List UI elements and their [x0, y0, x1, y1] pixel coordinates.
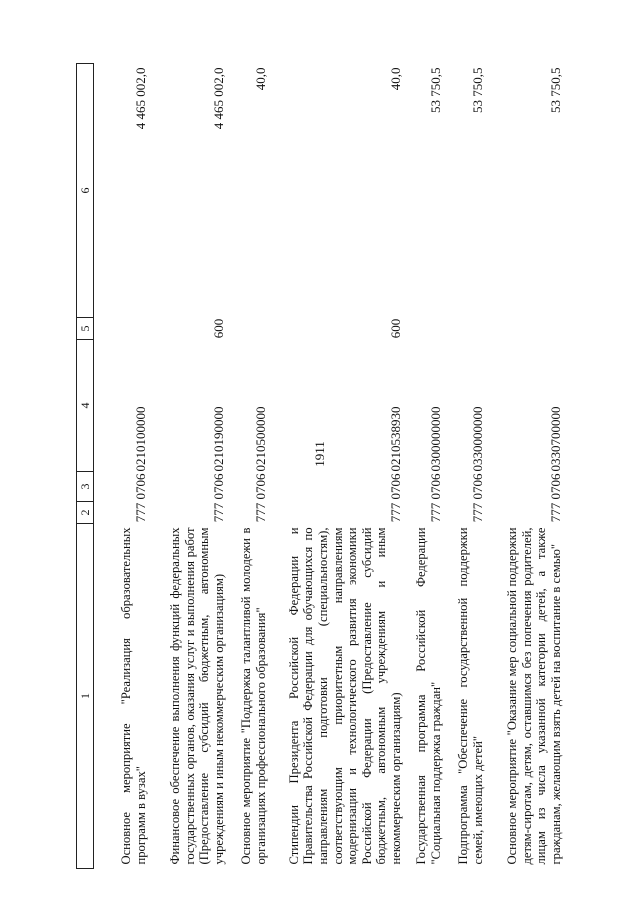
row-col2: 777	[547, 502, 563, 523]
header-col-1: 1	[77, 524, 94, 869]
row-col4: 0210190000	[210, 406, 226, 472]
header-col-3: 3	[77, 472, 94, 502]
row-col4: 0330700000	[547, 406, 563, 472]
row-col5	[407, 318, 447, 340]
row-col3: 0706	[469, 473, 485, 500]
header-col-6: 6	[77, 64, 94, 318]
header-col-2: 2	[77, 502, 94, 524]
row-name: Подпрограмма "Обеспечение государственной поддержки семей, имеющих детей"	[456, 527, 485, 865]
row-name: Основное мероприятие "Реализация образовательных программ в вузах"	[119, 527, 148, 865]
row-col2: 777	[469, 502, 485, 523]
row-name: Основное мероприятие "Оказание мер социальной поддержки детям-сиротам, детям, оставшимся без попечения родителей, лицам из числа указанной категории детей, а также гражданам, желающим взять детей на воспитание в семью"	[505, 527, 563, 865]
row-col3: 0706	[210, 473, 226, 500]
row-col5: 600	[387, 318, 403, 339]
row-col2: 777	[132, 502, 148, 523]
row-col3: 0706	[387, 473, 403, 500]
row-name: Финансовое обеспечение выполнения функций федеральных государственных органов, оказания услуг и выполнения работ (Предоставление субсидий бюджетным, автономным учреждениям и иным некоммерческим организациям)	[168, 527, 226, 865]
budget-table-container	[76, 64, 563, 869]
row-col2: 777	[210, 502, 226, 523]
row-col6: 53 750,5	[427, 67, 443, 113]
row-col3: 0706	[547, 473, 563, 500]
row-col3: 0706	[252, 473, 268, 500]
row-name: Государственная программа Российской Федерации "Социальная поддержка граждан"	[414, 527, 443, 865]
row-name: Основное мероприятие "Поддержка талантливой молодежи в организациях профессионального образования"	[239, 527, 268, 865]
header-col-5: 5	[77, 318, 94, 340]
row-col6: 4 465 002,0	[210, 67, 226, 130]
row-col6: 4 465 002,0	[132, 67, 148, 130]
row-col4: 0210500000	[252, 406, 268, 472]
table-row	[230, 64, 272, 869]
row-col5	[489, 318, 567, 340]
row-col6: 40,0	[387, 67, 403, 91]
row-col5	[230, 318, 272, 340]
row-col4: 0210100000	[132, 406, 148, 472]
row-col4: 0210538930	[387, 406, 403, 472]
table-row	[152, 64, 230, 869]
header-row	[77, 64, 94, 869]
table-row	[94, 64, 152, 869]
row-col4: 0300000000	[427, 406, 443, 472]
row-col2: 777	[252, 502, 268, 523]
row-col2: 777	[427, 502, 443, 523]
header-col-4: 4	[77, 340, 94, 472]
row-col5	[447, 318, 489, 340]
row-col5	[94, 318, 152, 340]
row-col4: 0330000000	[469, 406, 485, 472]
row-col2: 777	[387, 502, 403, 523]
table-row	[447, 64, 489, 869]
row-col6: 53 750,5	[547, 67, 563, 113]
table-row	[407, 64, 447, 869]
page-number: 1911	[312, 441, 327, 467]
table-row	[272, 64, 407, 869]
budget-table	[76, 63, 567, 869]
row-col3: 0706	[427, 473, 443, 500]
table-row	[489, 64, 567, 869]
row-col6: 40,0	[252, 67, 268, 91]
row-col6: 53 750,5	[469, 67, 485, 113]
row-col3: 0706	[132, 473, 148, 500]
row-name: Стипендии Президента Российской Федерации и Правительства Российской Федерации для обучающихся по направлениям подготовки (специальностям), соответствующим приоритетным направлениям модернизации и технологического развития экономики Российской Федерации (Предоставление субсидий бюджетным, автономным учреждениям и иным некоммерческим организациям)	[286, 527, 403, 865]
row-col5: 600	[210, 318, 226, 339]
